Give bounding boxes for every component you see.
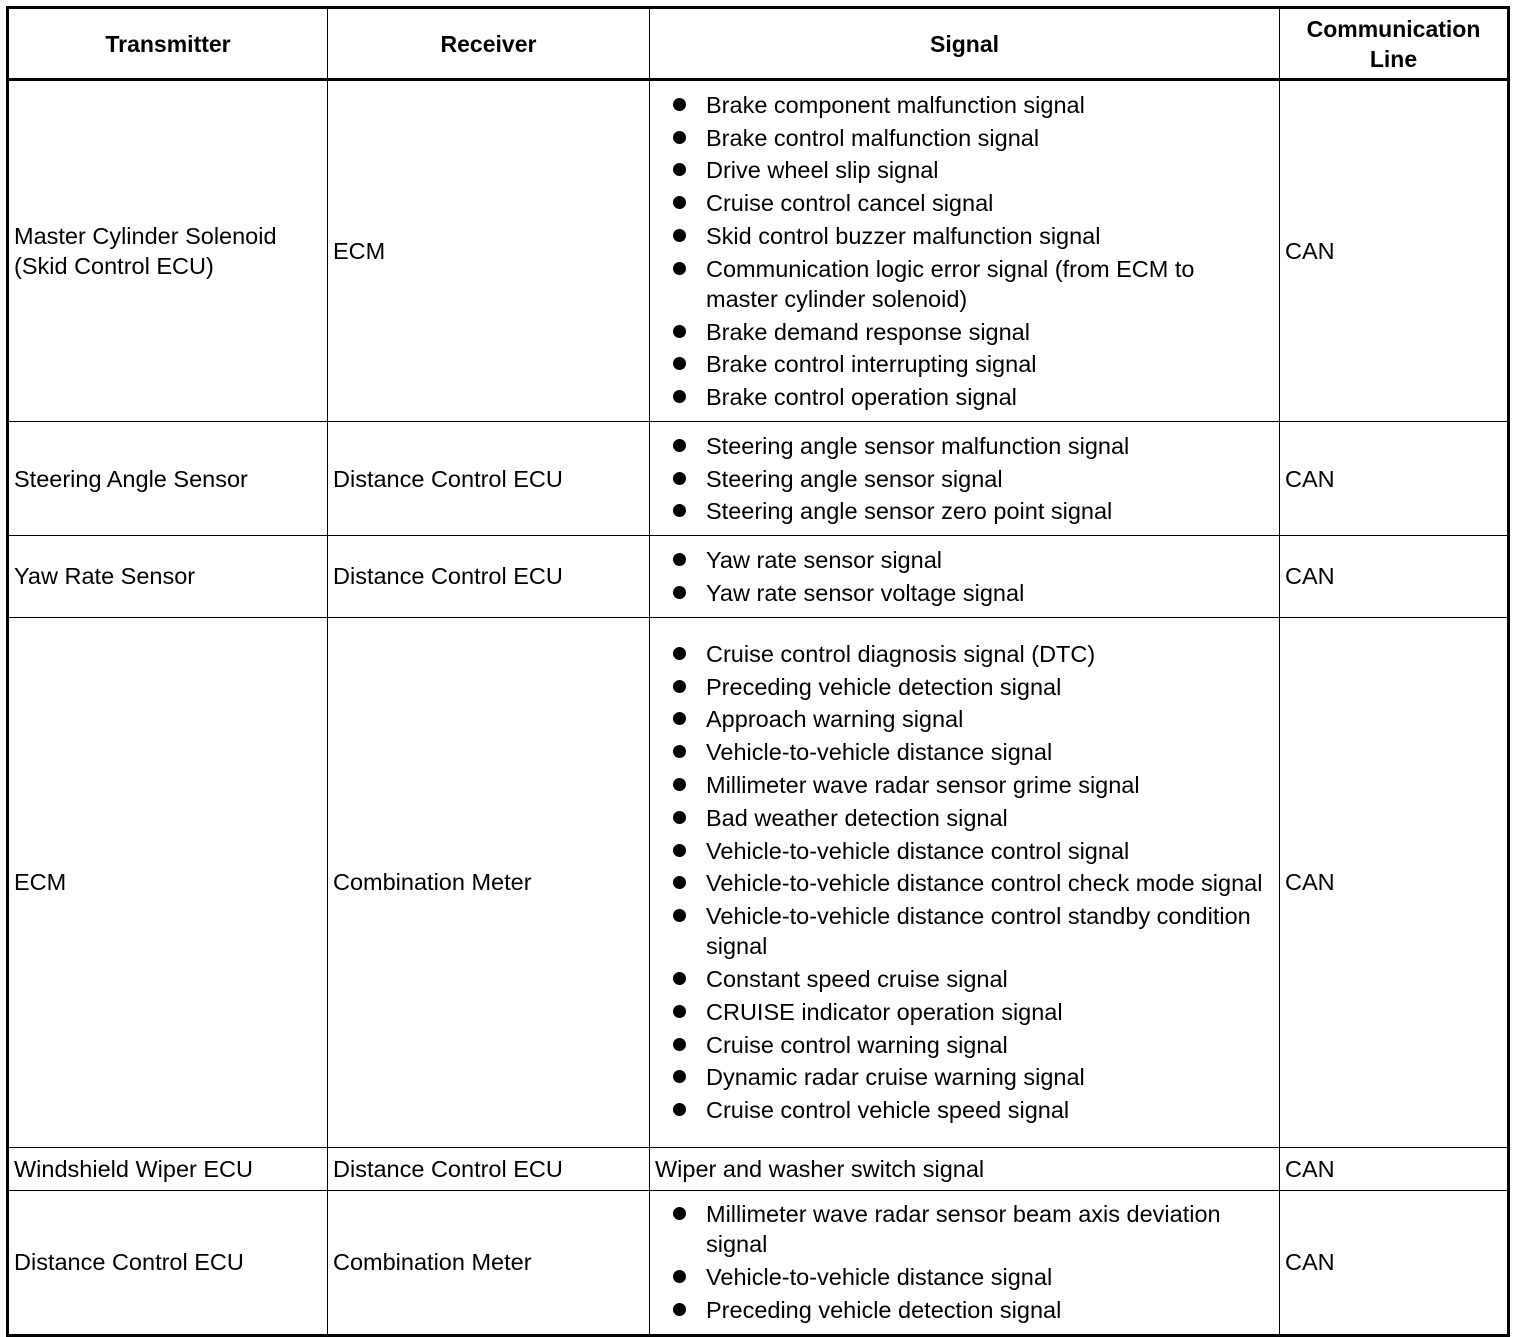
signal-item: Approach warning signal xyxy=(672,704,1269,734)
signal-cell xyxy=(650,80,1280,422)
communication-line-cell: CAN xyxy=(1280,1190,1509,1335)
signal-item: Brake control interrupting signal xyxy=(672,349,1269,379)
signal-list xyxy=(672,90,1269,412)
transmitter-cell: Windshield Wiper ECU xyxy=(8,1147,328,1190)
header-row xyxy=(8,8,1509,80)
table-row xyxy=(8,1190,1509,1335)
signal-item: Vehicle-to-vehicle distance control signal xyxy=(672,836,1269,866)
signal-list xyxy=(672,1199,1269,1325)
receiver-cell: Distance Control ECU xyxy=(328,1147,650,1190)
signal-item: Yaw rate sensor signal xyxy=(672,545,1269,575)
signal-item: Constant speed cruise signal xyxy=(672,964,1269,994)
table-row xyxy=(8,617,1509,1147)
receiver-cell: Distance Control ECU xyxy=(328,421,650,535)
communication-line-cell: CAN xyxy=(1280,617,1509,1147)
receiver-cell: ECM xyxy=(328,80,650,422)
transmitter-cell: ECM xyxy=(8,617,328,1147)
signal-item: Cruise control warning signal xyxy=(672,1030,1269,1060)
signal-item: Drive wheel slip signal xyxy=(672,155,1269,185)
signal-item: Bad weather detection signal xyxy=(672,803,1269,833)
signal-cell xyxy=(650,617,1280,1147)
receiver-cell: Combination Meter xyxy=(328,617,650,1147)
signal-item: Millimeter wave radar sensor grime signal xyxy=(672,770,1269,800)
header-communication-line: Communication Line xyxy=(1280,8,1509,80)
signal-cell xyxy=(650,421,1280,535)
signal-item: Cruise control cancel signal xyxy=(672,188,1269,218)
signal-item: Brake control operation signal xyxy=(672,382,1269,412)
table-row xyxy=(8,1147,1509,1190)
signal-list xyxy=(672,639,1269,1125)
signal-item: Brake component malfunction signal xyxy=(672,90,1269,120)
signal-item: Yaw rate sensor voltage signal xyxy=(672,578,1269,608)
signal-cell xyxy=(650,1190,1280,1335)
signal-item: Steering angle sensor malfunction signal xyxy=(672,431,1269,461)
signal-item: Vehicle-to-vehicle distance control standby condition signal xyxy=(672,901,1269,961)
table-row xyxy=(8,536,1509,617)
signal-item: Steering angle sensor signal xyxy=(672,464,1269,494)
communication-line-cell: CAN xyxy=(1280,536,1509,617)
header-receiver: Receiver xyxy=(328,8,650,80)
signal-item: Communication logic error signal (from ECM to master cylinder solenoid) xyxy=(672,254,1269,314)
communication-line-cell: CAN xyxy=(1280,80,1509,422)
signal-item: Preceding vehicle detection signal xyxy=(672,672,1269,702)
signal-item: Steering angle sensor zero point signal xyxy=(672,496,1269,526)
communication-line-cell: CAN xyxy=(1280,1147,1509,1190)
transmitter-cell: Steering Angle Sensor xyxy=(8,421,328,535)
header-transmitter: Transmitter xyxy=(8,8,328,80)
signal-item: CRUISE indicator operation signal xyxy=(672,997,1269,1027)
communication-line-cell: CAN xyxy=(1280,421,1509,535)
signal-list xyxy=(672,431,1269,527)
receiver-cell: Distance Control ECU xyxy=(328,536,650,617)
transmitter-cell: Master Cylinder Solenoid (Skid Control ECU) xyxy=(8,80,328,422)
signal-item: Brake demand response signal xyxy=(672,317,1269,347)
signal-cell xyxy=(650,536,1280,617)
signal-list xyxy=(672,545,1269,608)
signal-item: Skid control buzzer malfunction signal xyxy=(672,221,1269,251)
signal-item: Dynamic radar cruise warning signal xyxy=(672,1062,1269,1092)
communication-table xyxy=(6,6,1510,1337)
signal-cell: Wiper and washer switch signal xyxy=(650,1147,1280,1190)
signal-item: Vehicle-to-vehicle distance signal xyxy=(672,737,1269,767)
signal-item: Preceding vehicle detection signal xyxy=(672,1295,1269,1325)
table-row xyxy=(8,80,1509,422)
table-row xyxy=(8,421,1509,535)
header-signal: Signal xyxy=(650,8,1280,80)
transmitter-cell: Distance Control ECU xyxy=(8,1190,328,1335)
receiver-cell: Combination Meter xyxy=(328,1190,650,1335)
transmitter-cell: Yaw Rate Sensor xyxy=(8,536,328,617)
signal-item: Vehicle-to-vehicle distance control check mode signal xyxy=(672,868,1269,898)
signal-item: Cruise control vehicle speed signal xyxy=(672,1095,1269,1125)
signal-item: Brake control malfunction signal xyxy=(672,123,1269,153)
signal-item: Vehicle-to-vehicle distance signal xyxy=(672,1262,1269,1292)
signal-item: Millimeter wave radar sensor beam axis deviation signal xyxy=(672,1199,1269,1259)
signal-item: Cruise control diagnosis signal (DTC) xyxy=(672,639,1269,669)
